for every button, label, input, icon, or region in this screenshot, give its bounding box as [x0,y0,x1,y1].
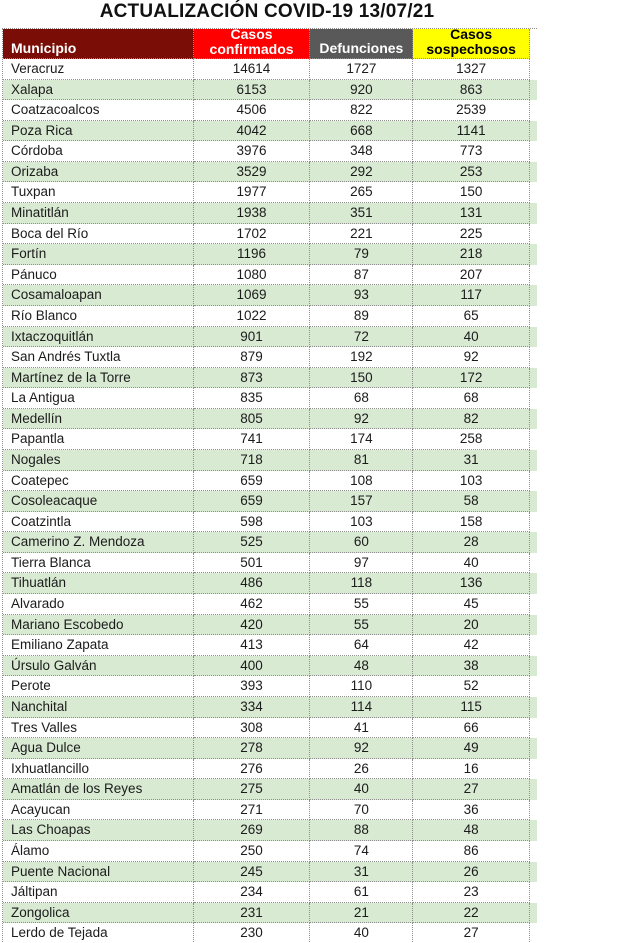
table-row [3,388,537,409]
header-spacer [530,29,537,59]
sospechosos-cell: 31 [413,450,530,471]
sospechosos-cell: 172 [413,368,530,389]
defunciones-cell: 108 [310,471,413,492]
defunciones-cell: 668 [310,121,413,142]
table-row [3,512,537,533]
sospechosos-cell: 22 [413,903,530,924]
sospechosos-cell: 45 [413,594,530,615]
municipio-cell: Martínez de la Torre [3,368,194,389]
confirmados-cell: 275 [194,779,311,800]
sospechosos-cell: 92 [413,347,530,368]
defunciones-cell: 97 [310,553,413,574]
municipio-cell: Coatepec [3,471,194,492]
defunciones-cell: 40 [310,779,413,800]
confirmados-cell: 1702 [194,224,311,245]
row-green-spill [530,100,537,121]
covid-data-table [2,28,537,943]
municipio-cell: Medellín [3,409,194,430]
page-title: ACTUALIZACIÓN COVID-19 13/07/21 [99,1,435,22]
table-row [3,182,537,203]
table-row [3,327,537,348]
confirmados-cell: 1196 [194,244,311,265]
defunciones-cell: 31 [310,862,413,883]
defunciones-cell: 118 [310,573,413,594]
table-row [3,718,537,739]
sospechosos-cell: 225 [413,224,530,245]
row-green-spill [530,59,537,80]
table-row [3,573,537,594]
sospechosos-cell: 52 [413,676,530,697]
confirmados-cell: 1977 [194,182,311,203]
defunciones-cell: 157 [310,491,413,512]
row-green-spill [530,882,537,903]
confirmados-cell: 4042 [194,121,311,142]
defunciones-cell: 81 [310,450,413,471]
municipio-cell: Papantla [3,429,194,450]
row-green-spill [530,182,537,203]
table-header-row [3,29,537,59]
sospechosos-cell: 207 [413,265,530,286]
confirmados-cell: 271 [194,800,311,821]
defunciones-cell: 103 [310,512,413,533]
confirmados-cell: 873 [194,368,311,389]
row-green-spill [530,841,537,862]
row-green-spill [530,923,537,943]
confirmados-cell: 659 [194,491,311,512]
defunciones-cell: 48 [310,656,413,677]
defunciones-cell: 192 [310,347,413,368]
table-row [3,368,537,389]
municipio-cell: La Antigua [3,388,194,409]
municipio-cell: Perote [3,676,194,697]
confirmados-cell: 598 [194,512,311,533]
defunciones-cell: 174 [310,429,413,450]
sospechosos-cell: 131 [413,203,530,224]
confirmados-cell: 659 [194,471,311,492]
defunciones-cell: 92 [310,409,413,430]
row-green-spill [530,121,537,142]
sospechosos-cell: 86 [413,841,530,862]
confirmados-cell: 250 [194,841,311,862]
row-green-spill [530,512,537,533]
row-green-spill [530,244,537,265]
table-row [3,676,537,697]
table-row [3,450,537,471]
table-row [3,224,537,245]
row-green-spill [530,162,537,183]
sospechosos-cell: 136 [413,573,530,594]
table-row [3,491,537,512]
confirmados-cell: 334 [194,697,311,718]
row-green-spill [530,779,537,800]
confirmados-cell: 718 [194,450,311,471]
defunciones-cell: 348 [310,141,413,162]
table-row [3,59,537,80]
confirmados-cell: 420 [194,615,311,636]
row-green-spill [530,532,537,553]
row-green-spill [530,676,537,697]
table-row [3,203,537,224]
row-green-spill [530,203,537,224]
table-row [3,80,537,101]
confirmados-cell: 1938 [194,203,311,224]
defunciones-cell: 55 [310,615,413,636]
column-header-defunciones: Defunciones [310,29,413,59]
municipio-cell: Minatitlán [3,203,194,224]
table-row [3,820,537,841]
municipio-cell: Ixtaczoquitlán [3,327,194,348]
row-green-spill [530,429,537,450]
defunciones-cell: 26 [310,759,413,780]
row-green-spill [530,306,537,327]
confirmados-cell: 1069 [194,285,311,306]
municipio-cell: Coatzintla [3,512,194,533]
sospechosos-cell: 218 [413,244,530,265]
column-header-casos-sospechosos: Casos sospechosos [413,29,530,59]
municipio-cell: Río Blanco [3,306,194,327]
municipio-cell: Nogales [3,450,194,471]
sospechosos-cell: 26 [413,862,530,883]
row-green-spill [530,697,537,718]
table-row [3,244,537,265]
table-row [3,841,537,862]
confirmados-cell: 413 [194,635,311,656]
table-row [3,697,537,718]
defunciones-cell: 89 [310,306,413,327]
table-row [3,779,537,800]
confirmados-cell: 525 [194,532,311,553]
table-row [3,656,537,677]
row-green-spill [530,327,537,348]
table-row [3,429,537,450]
confirmados-cell: 230 [194,923,311,943]
municipio-cell: Jáltipan [3,882,194,903]
municipio-cell: Tres Valles [3,718,194,739]
row-green-spill [530,80,537,101]
municipio-cell: Las Choapas [3,820,194,841]
table-row [3,306,537,327]
row-green-spill [530,800,537,821]
table-row [3,471,537,492]
confirmados-cell: 4506 [194,100,311,121]
municipio-cell: Puente Nacional [3,862,194,883]
municipio-cell: Cosamaloapan [3,285,194,306]
column-header-casos-confirmados: Casos confirmados [194,29,311,59]
confirmados-cell: 805 [194,409,311,430]
defunciones-cell: 21 [310,903,413,924]
row-green-spill [530,862,537,883]
sospechosos-cell: 773 [413,141,530,162]
row-green-spill [530,615,537,636]
sospechosos-cell: 115 [413,697,530,718]
row-green-spill [530,656,537,677]
municipio-cell: Lerdo de Tejada [3,923,194,943]
sospechosos-cell: 28 [413,532,530,553]
municipio-cell: Xalapa [3,80,194,101]
municipio-cell: Amatlán de los Reyes [3,779,194,800]
municipio-cell: Alvarado [3,594,194,615]
municipio-cell: Zongolica [3,903,194,924]
defunciones-cell: 72 [310,327,413,348]
sospechosos-cell: 27 [413,923,530,943]
sospechosos-cell: 66 [413,718,530,739]
row-green-spill [530,718,537,739]
table-row [3,594,537,615]
municipio-cell: Pánuco [3,265,194,286]
sospechosos-cell: 23 [413,882,530,903]
municipio-cell: Córdoba [3,141,194,162]
confirmados-cell: 1080 [194,265,311,286]
municipio-cell: Úrsulo Galván [3,656,194,677]
sospechosos-cell: 27 [413,779,530,800]
municipio-cell: Álamo [3,841,194,862]
confirmados-cell: 278 [194,738,311,759]
confirmados-cell: 245 [194,862,311,883]
table-row [3,100,537,121]
confirmados-cell: 879 [194,347,311,368]
confirmados-cell: 462 [194,594,311,615]
confirmados-cell: 14614 [194,59,311,80]
table-row [3,285,537,306]
sospechosos-cell: 2539 [413,100,530,121]
defunciones-cell: 114 [310,697,413,718]
municipio-cell: Emiliano Zapata [3,635,194,656]
sospechosos-cell: 20 [413,615,530,636]
confirmados-cell: 3976 [194,141,311,162]
table-row [3,738,537,759]
confirmados-cell: 231 [194,903,311,924]
defunciones-cell: 87 [310,265,413,286]
sospechosos-cell: 68 [413,388,530,409]
sospechosos-cell: 1141 [413,121,530,142]
municipio-cell: Fortín [3,244,194,265]
row-green-spill [530,285,537,306]
defunciones-cell: 93 [310,285,413,306]
municipio-cell: Tuxpan [3,182,194,203]
confirmados-cell: 276 [194,759,311,780]
sospechosos-cell: 40 [413,553,530,574]
municipio-cell: Tierra Blanca [3,553,194,574]
table-row [3,635,537,656]
defunciones-cell: 92 [310,738,413,759]
sospechosos-cell: 863 [413,80,530,101]
sospechosos-cell: 49 [413,738,530,759]
row-green-spill [530,491,537,512]
municipio-cell: Orizaba [3,162,194,183]
defunciones-cell: 88 [310,820,413,841]
sospechosos-cell: 103 [413,471,530,492]
sospechosos-cell: 158 [413,512,530,533]
row-green-spill [530,738,537,759]
sospechosos-cell: 16 [413,759,530,780]
table-row [3,141,537,162]
sospechosos-cell: 48 [413,820,530,841]
defunciones-cell: 292 [310,162,413,183]
row-green-spill [530,141,537,162]
table-row [3,532,537,553]
defunciones-cell: 68 [310,388,413,409]
row-green-spill [530,409,537,430]
defunciones-cell: 64 [310,635,413,656]
row-green-spill [530,759,537,780]
confirmados-cell: 741 [194,429,311,450]
municipio-cell: Veracruz [3,59,194,80]
municipio-cell: Agua Dulce [3,738,194,759]
sospechosos-cell: 82 [413,409,530,430]
table-row [3,162,537,183]
row-green-spill [530,347,537,368]
defunciones-cell: 40 [310,923,413,943]
defunciones-cell: 1727 [310,59,413,80]
sospechosos-cell: 38 [413,656,530,677]
confirmados-cell: 400 [194,656,311,677]
defunciones-cell: 221 [310,224,413,245]
table-row [3,903,537,924]
defunciones-cell: 150 [310,368,413,389]
municipio-cell: San Andrés Tuxtla [3,347,194,368]
row-green-spill [530,224,537,245]
municipio-cell: Poza Rica [3,121,194,142]
table-row [3,759,537,780]
defunciones-cell: 351 [310,203,413,224]
municipio-cell: Camerino Z. Mendoza [3,532,194,553]
sospechosos-cell: 1327 [413,59,530,80]
confirmados-cell: 6153 [194,80,311,101]
sospechosos-cell: 40 [413,327,530,348]
sospechosos-cell: 258 [413,429,530,450]
table-row [3,800,537,821]
defunciones-cell: 265 [310,182,413,203]
defunciones-cell: 110 [310,676,413,697]
defunciones-cell: 822 [310,100,413,121]
table-row [3,615,537,636]
table-row [3,553,537,574]
sospechosos-cell: 253 [413,162,530,183]
row-green-spill [530,450,537,471]
row-green-spill [530,573,537,594]
row-green-spill [530,903,537,924]
confirmados-cell: 3529 [194,162,311,183]
table-row [3,882,537,903]
row-green-spill [530,820,537,841]
confirmados-cell: 393 [194,676,311,697]
confirmados-cell: 901 [194,327,311,348]
confirmados-cell: 234 [194,882,311,903]
defunciones-cell: 74 [310,841,413,862]
defunciones-cell: 920 [310,80,413,101]
row-green-spill [530,388,537,409]
row-green-spill [530,594,537,615]
defunciones-cell: 41 [310,718,413,739]
municipio-cell: Acayucan [3,800,194,821]
municipio-cell: Ixhuatlancillo [3,759,194,780]
municipio-cell: Mariano Escobedo [3,615,194,636]
table-row [3,121,537,142]
table-body [3,59,537,943]
column-header-municipio: Municipio [3,29,194,59]
confirmados-cell: 1022 [194,306,311,327]
sospechosos-cell: 117 [413,285,530,306]
row-green-spill [530,265,537,286]
confirmados-cell: 269 [194,820,311,841]
table-row [3,347,537,368]
sospechosos-cell: 58 [413,491,530,512]
confirmados-cell: 501 [194,553,311,574]
sospechosos-cell: 65 [413,306,530,327]
row-green-spill [530,635,537,656]
municipio-cell: Cosoleacaque [3,491,194,512]
confirmados-cell: 486 [194,573,311,594]
table-row [3,409,537,430]
municipio-cell: Coatzacoalcos [3,100,194,121]
municipio-cell: Nanchital [3,697,194,718]
sospechosos-cell: 36 [413,800,530,821]
defunciones-cell: 60 [310,532,413,553]
row-green-spill [530,471,537,492]
confirmados-cell: 835 [194,388,311,409]
table-row [3,862,537,883]
sospechosos-cell: 42 [413,635,530,656]
table-row [3,265,537,286]
row-green-spill [530,368,537,389]
defunciones-cell: 79 [310,244,413,265]
municipio-cell: Boca del Río [3,224,194,245]
table-row [3,923,537,943]
defunciones-cell: 55 [310,594,413,615]
confirmados-cell: 308 [194,718,311,739]
row-green-spill [530,553,537,574]
defunciones-cell: 70 [310,800,413,821]
defunciones-cell: 61 [310,882,413,903]
municipio-cell: Tihuatlán [3,573,194,594]
sospechosos-cell: 150 [413,182,530,203]
